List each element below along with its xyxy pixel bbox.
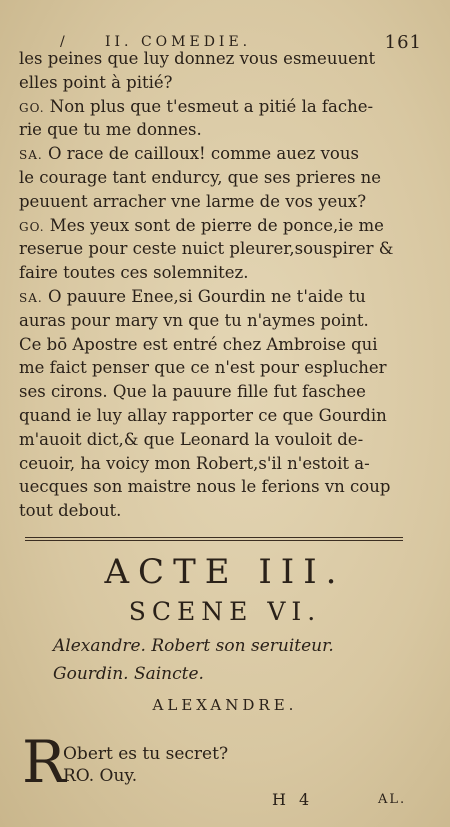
line-text: Non plus que t'esmeut a pitié la fache- xyxy=(49,96,374,116)
dialogue-line: RO. Ouy. xyxy=(63,766,138,786)
text-line xyxy=(19,143,411,167)
running-head-mark: / xyxy=(60,34,68,50)
ornamental-rule xyxy=(25,537,403,541)
text-line xyxy=(19,119,411,143)
running-head-title: II. COMEDIE. xyxy=(105,34,252,50)
text-line xyxy=(19,215,411,239)
dialogue-line: Obert es tu secret? xyxy=(63,744,229,764)
line-text: Mes yeux sont de pierre de ponce,ie me xyxy=(49,215,384,235)
line-text: reserue pour ceste nuict pleurer,souspirer & xyxy=(19,239,394,259)
text-line xyxy=(19,500,411,524)
text-line xyxy=(19,96,411,120)
line-text: m'auoit dict,& que Leonard la vouloit de- xyxy=(19,429,364,449)
text-line xyxy=(19,453,411,477)
line-text: le courage tant endurcy, que ses prieres ne xyxy=(19,167,382,187)
signature-mark: H 4 xyxy=(272,790,314,809)
line-text: faire toutes ces solemnitez. xyxy=(19,263,249,283)
line-text: O race de cailloux! comme auez vous xyxy=(47,144,359,164)
personae-line: Gourdin. Saincte. xyxy=(53,664,204,684)
speaker-abbrev: SA. xyxy=(19,148,43,163)
line-text: elles point à pitié? xyxy=(19,72,173,92)
text-line xyxy=(19,357,411,381)
speaker-abbrev: GO. xyxy=(19,219,45,234)
drop-capital: R xyxy=(22,728,66,796)
line-text: quand ie luy allay rapporter ce que Gourdin xyxy=(19,405,387,425)
line-text: auras pour mary vn que tu n'aymes point. xyxy=(19,310,369,330)
body-text xyxy=(19,48,411,524)
text-line xyxy=(19,286,411,310)
line-text: tout debout. xyxy=(19,501,122,521)
text-line xyxy=(19,310,411,334)
line-text: ceuoir, ha voicy mon Robert,s'il n'estoit a- xyxy=(19,453,370,473)
text-line xyxy=(19,405,411,429)
text-line xyxy=(19,262,411,286)
dramatis-personae xyxy=(53,632,423,688)
line-text: Ce bō Apostre est entré chez Ambroise qui xyxy=(19,334,378,354)
text-line xyxy=(19,334,411,358)
line-text: me faict penser que ce n'est pour esplucher xyxy=(19,358,387,378)
text-line xyxy=(19,476,411,500)
page-number: 161 xyxy=(384,32,422,53)
text-line xyxy=(19,167,411,191)
line-text: les peines que luy donnez vous esmeuuent xyxy=(19,49,376,68)
text-line xyxy=(19,48,411,72)
line-text: rie que tu me donnes. xyxy=(19,120,202,140)
line-text: O pauure Enee,si Gourdin ne t'aide tu xyxy=(47,286,366,306)
act-title: ACTE III. xyxy=(104,552,346,592)
text-line xyxy=(19,381,411,405)
line-text: ses cirons. Que la pauure fille fut faschee xyxy=(19,382,366,402)
scene-title: SCENE VI. xyxy=(128,597,322,626)
speaker-abbrev: GO. xyxy=(19,100,45,115)
text-line xyxy=(19,191,411,215)
personae-line: Alexandre. Robert son seruiteur. xyxy=(53,636,334,656)
text-line xyxy=(19,72,411,96)
line-text: peuuent arracher vne larme de vos yeux? xyxy=(19,191,367,211)
catchword: AL. xyxy=(378,792,407,807)
text-line xyxy=(19,238,411,262)
speaker-heading: ALEXANDRE. xyxy=(152,696,298,714)
line-text: uecques son maistre nous le ferions vn coup xyxy=(19,477,391,497)
text-line xyxy=(19,429,411,453)
speaker-abbrev: SA. xyxy=(19,290,43,305)
